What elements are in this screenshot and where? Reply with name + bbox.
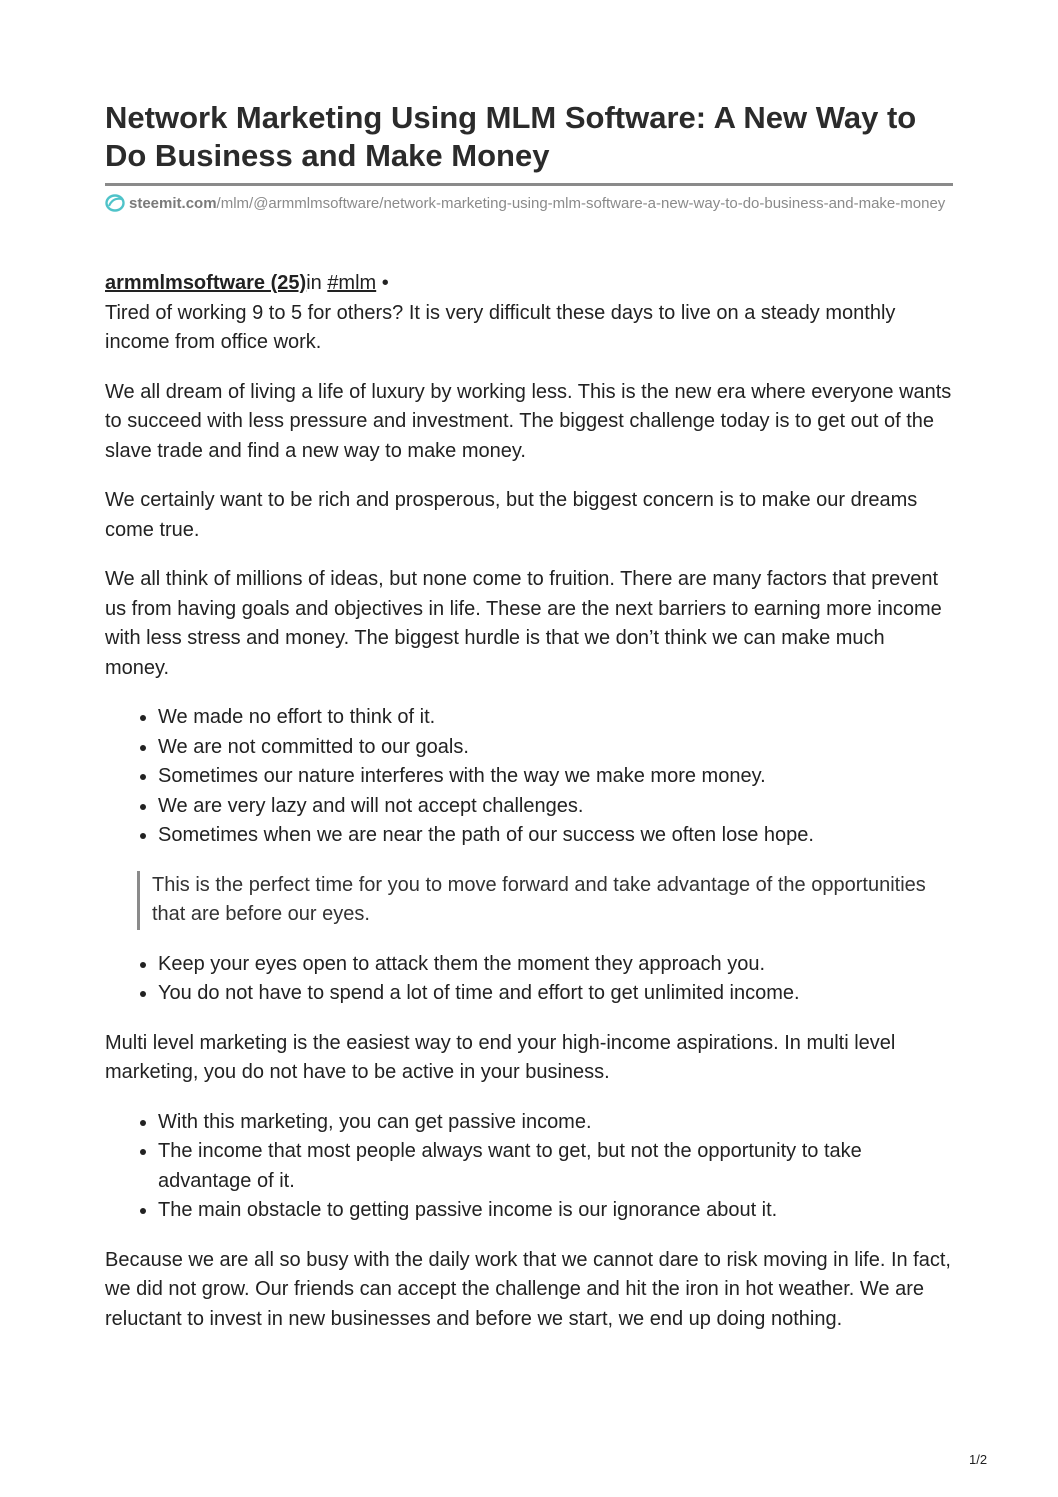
in-text: in xyxy=(306,272,328,294)
bullet-list xyxy=(105,1108,953,1226)
tag-link[interactable]: #mlm xyxy=(327,272,377,294)
list-item: • Keep your eyes open to attack them the moment they approach you. xyxy=(158,950,953,980)
bullet-separator: • xyxy=(376,272,389,294)
list-item: • The income that most people always want to get, but not the opportunity to take advantage of it. xyxy=(158,1137,953,1196)
list-item: • You do not have to spend a lot of time and effort to get unlimited income. xyxy=(158,979,953,1009)
steemit-logo-icon xyxy=(105,194,125,212)
paragraph: Tired of working 9 to 5 for others? It is very difficult these days to live on a steady monthly income from office work. xyxy=(105,301,896,353)
article-title: Network Marketing Using MLM Software: A New Way to Do Business and Make Money xyxy=(105,100,917,173)
source-url[interactable] xyxy=(105,193,953,214)
paragraph: We certainly want to be rich and prosperous, but the biggest concern is to make our dreams come true. xyxy=(105,489,918,541)
list-item: • Sometimes our nature interferes with the way we make more money. xyxy=(158,762,953,792)
paragraph: We all think of millions of ideas, but none come to fruition. There are many factors that prevent us from having goals and objectives in life. These are the next barriers to earning more income with less stress and money. The biggest hurdle is that we don’t think we can make much money. xyxy=(105,568,942,679)
blockquote: This is the perfect time for you to move forward and take advantage of the opportunities that are before our eyes. xyxy=(137,871,953,930)
list-item: • Sometimes when we are near the path of our success we often lose hope. xyxy=(158,821,953,851)
author-line xyxy=(105,269,953,299)
title-divider xyxy=(105,183,953,186)
list-item: • The main obstacle to getting passive income is our ignorance about it. xyxy=(158,1196,953,1226)
list-item: • We made no effort to think of it. xyxy=(158,703,953,733)
paragraph: Multi level marketing is the easiest way to end your high-income aspirations. In multi level marketing, you do not have to be active in your business. xyxy=(105,1031,896,1083)
bullet-list xyxy=(105,950,953,1009)
source-domain[interactable]: steemit.com xyxy=(129,195,217,212)
page-number: 1/2 xyxy=(969,1452,988,1467)
paragraph: We all dream of living a life of luxury by working less. This is the new era where everyone wants to succeed with less pressure and investment. The biggest challenge today is to get out of the slave trade and find a new way to make money. xyxy=(105,380,952,462)
article-body xyxy=(105,269,953,1354)
bullet-list xyxy=(105,703,953,851)
paragraph: Because we are all so busy with the daily work that we cannot dare to risk moving in life. In fact, we did not grow. Our friends can accept the challenge and hit the iron in hot weather. We are reluctant to invest in new businesses and before we start, we end up doing nothing. xyxy=(105,1248,951,1330)
list-item: • We are not committed to our goals. xyxy=(158,733,953,763)
list-item: • With this marketing, you can get passive income. xyxy=(158,1108,953,1138)
author-link[interactable]: armmlmsoftware (25) xyxy=(105,272,307,294)
list-item: • We are very lazy and will not accept challenges. xyxy=(158,792,953,822)
source-path[interactable]: /mlm/@armmlmsoftware/network-marketing-using-mlm-software-a-new-way-to-do-business-and-make-money xyxy=(216,195,946,212)
